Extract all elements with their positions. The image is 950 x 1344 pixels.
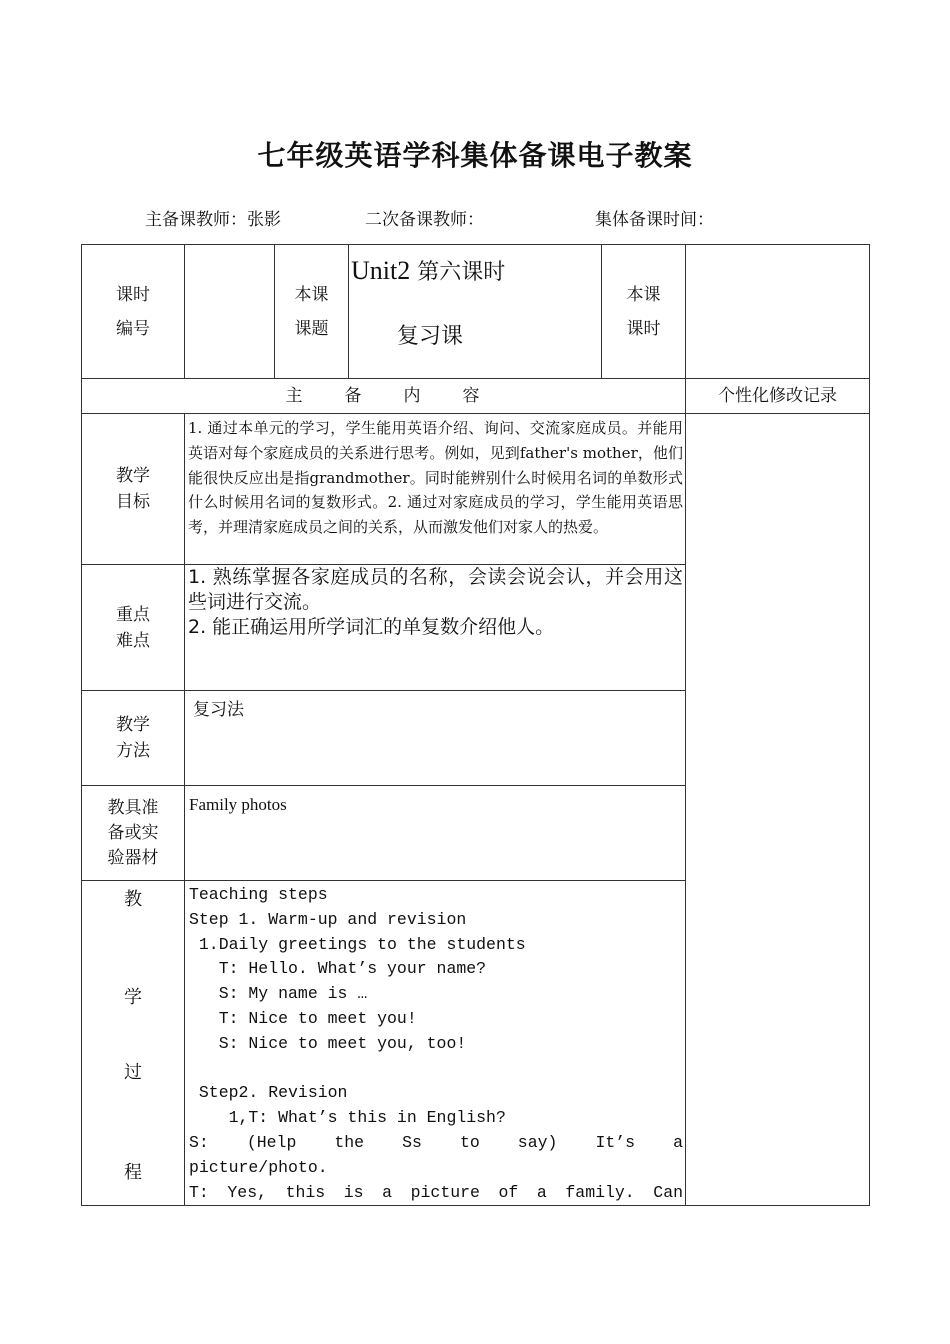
topic-unit — [351, 254, 505, 290]
key-point: 1. 熟练掌握各家庭成员的名称，会读会说会认，并会用这些词进行交流。 — [188, 566, 683, 613]
process-label-char: 学 — [124, 987, 142, 1008]
unit-name: Unit2 — [351, 255, 411, 285]
label-line: 目标 — [116, 492, 150, 512]
process-label-char: 过 — [124, 1062, 142, 1083]
document-title: 七年级英语学科集体备课电子教案 — [257, 139, 693, 172]
main-content-header — [82, 379, 686, 414]
key-points-label — [82, 565, 185, 691]
label-line: 难点 — [116, 630, 150, 651]
step-line: S: My name is … — [189, 984, 368, 1004]
materials-text: Family photos — [185, 786, 686, 881]
step-line: picture/photo. — [189, 1157, 328, 1177]
objectives-text: 1. 通过本单元的学习，学生能用英语介绍、询问、交流家庭成员。并能用英语对每个家庭成员的关系进行思考。例如，见到father's mother，他们能很快反应出是指grandmother。同时能辨别什么时候用名词的单数形式什么时候用名词的复数形式。2. 通过对家庭成员的学习，学生能用英语思考，并理清家庭成员之间的关系，从而激发他们对家人的热爱。 — [185, 414, 686, 565]
label-line: 编号 — [116, 318, 150, 339]
step-line: Teaching steps — [189, 885, 328, 904]
main-teacher: 主备课教师：张影 — [145, 210, 281, 230]
topic-value — [349, 245, 602, 379]
process-label-char: 程 — [124, 1162, 142, 1183]
topic-subtitle: 复习课 — [397, 323, 464, 349]
group-prep-time: 集体备课时间： — [595, 210, 714, 230]
process-label — [82, 881, 185, 1206]
label-line: 课时 — [626, 318, 661, 339]
label-line: 教学 — [116, 715, 150, 735]
label-line: 备或实 — [107, 822, 159, 843]
label-line: 验器材 — [107, 847, 159, 868]
step-line: Step2. Revision — [189, 1083, 348, 1103]
second-teacher: 二次备课教师： — [365, 210, 484, 230]
label-line: 本课 — [626, 284, 661, 305]
personal-edit-header: 个性化修改记录 — [686, 379, 870, 414]
key-points-text — [185, 565, 686, 691]
step-line — [189, 1057, 683, 1082]
method-label — [82, 691, 185, 786]
lesson-number-label — [82, 245, 185, 379]
personal-edit-area[interactable] — [686, 414, 870, 1206]
content-header-row — [82, 379, 870, 414]
step-line: 1,T: What’s this in English? — [189, 1108, 506, 1128]
label-line: 教具准 — [107, 797, 159, 818]
label-line: 课题 — [294, 318, 329, 339]
label-line: 教学 — [116, 466, 150, 486]
materials-label — [82, 786, 185, 881]
step-line: Step 1. Warm-up and revision — [189, 909, 467, 929]
process-label-char: 教 — [124, 889, 142, 910]
lesson-number-value[interactable] — [185, 245, 275, 379]
objectives-label — [82, 414, 185, 565]
method-text: 复习法 — [185, 691, 686, 786]
step-line: S: Nice to meet you, too! — [189, 1033, 467, 1053]
step-line: T: Yes, this is a picture of a family. Can — [189, 1182, 683, 1202]
key-point: 2. 能正确运用所学词汇的单复数介绍他人。 — [188, 616, 555, 638]
label-line: 本课 — [294, 284, 329, 305]
objectives-row — [82, 414, 870, 565]
step-line: T: Hello. What’s your name? — [189, 959, 487, 979]
header-row — [82, 245, 870, 379]
lesson-name: 第六课时 — [410, 259, 506, 285]
label-line: 方法 — [116, 741, 150, 761]
class-hours-value[interactable] — [686, 245, 870, 379]
lesson-plan-table — [81, 244, 870, 1206]
process-steps — [185, 881, 686, 1206]
topic-label — [275, 245, 349, 379]
step-line: T: Nice to meet you! — [189, 1008, 417, 1028]
class-hours-label — [602, 245, 686, 379]
main-content-header-text: 主备内容 — [285, 386, 522, 406]
label-line: 课时 — [116, 284, 150, 305]
step-line: 1.Daily greetings to the students — [189, 934, 526, 954]
step-line: S: (Help the Ss to say) It’s a — [189, 1132, 683, 1152]
label-line: 重点 — [116, 604, 150, 625]
